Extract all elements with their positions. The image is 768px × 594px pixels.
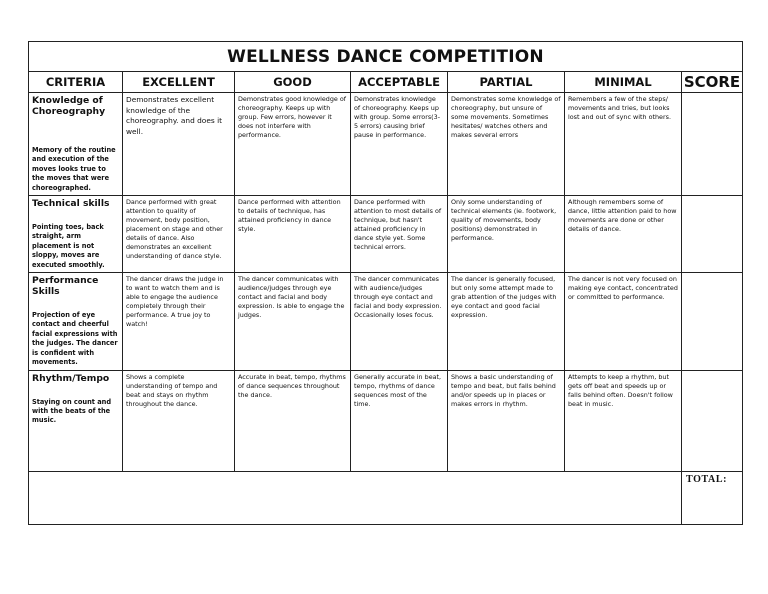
score-cell[interactable]	[682, 93, 743, 196]
rubric-table	[28, 41, 743, 525]
criterion-cell	[29, 370, 123, 471]
level-minimal: Attempts to keep a rhythm, but gets off beat and speeds up or falls behind often. Doesn't follow beat in music.	[565, 370, 682, 471]
criterion-title: Technical skills	[32, 198, 110, 210]
level-minimal: The dancer is not very focused on making eye contact, concentrated or committed to performance.	[565, 273, 682, 370]
level-partial: Shows a basic understanding of tempo and beat, but falls behind and/or speeds up in places or makes errors in rhythm.	[448, 370, 565, 471]
level-acceptable: The dancer communicates with audience/judges through eye contact and facial and body expression. Occasionally loses focus.	[351, 273, 448, 370]
header-acceptable: ACCEPTABLE	[351, 72, 448, 93]
score-cell[interactable]	[682, 370, 743, 471]
total-label[interactable]: TOTAL:	[682, 471, 743, 524]
level-good: Demonstrates good knowledge of choreography. Keeps up with group. Few errors, however it does not interfere with performance.	[235, 93, 351, 196]
criterion-cell	[29, 273, 123, 370]
table-row	[29, 273, 743, 370]
score-cell[interactable]	[682, 196, 743, 273]
header-excellent: EXCELLENT	[123, 72, 235, 93]
page-title: WELLNESS DANCE COMPETITION	[29, 42, 743, 72]
total-spacer	[29, 471, 682, 524]
criterion-description: Pointing toes, back straight, arm placement is not sloppy, moves are executed smoothly.	[32, 223, 105, 269]
criterion-description: Projection of eye contact and cheerful facial expressions with the judges. The dancer is confident with movements.	[32, 311, 118, 367]
criterion-description: Staying on count and with the beats of the music.	[32, 397, 112, 425]
total-row	[29, 471, 743, 524]
criterion-title: Performance Skills	[32, 275, 99, 298]
level-good: Accurate in beat, tempo, rhythms of dance sequences throughout the dance.	[235, 370, 351, 471]
criterion-cell	[29, 196, 123, 273]
table-row	[29, 196, 743, 273]
level-acceptable: Generally accurate in beat, tempo, rhythms of dance sequences most of the time.	[351, 370, 448, 471]
criterion-title: Knowledge of Choreography	[32, 95, 106, 117]
level-excellent: Shows a complete understanding of tempo and beat and stays on rhythm throughout the dance.	[123, 370, 235, 471]
header-minimal: MINIMAL	[565, 72, 682, 93]
level-excellent: Dance performed with great attention to quality of movement, body position, placement on stage and other details of dance. Also demonstrates an excellent understanding of dance style.	[123, 196, 235, 273]
level-minimal: Although remembers some of dance, little attention paid to how movements are done or other details of dance.	[565, 196, 682, 273]
table-row	[29, 93, 743, 196]
level-partial: The dancer is generally focused, but only some attempt made to grab attention of the judges with eye contact and good facial expression.	[448, 273, 565, 370]
level-good: The dancer communicates with audience/judges through eye contact and facial and body expression. Is able to engage the judges.	[235, 273, 351, 370]
header-row	[29, 72, 743, 93]
header-partial: PARTIAL	[448, 72, 565, 93]
criterion-title: Rhythm/Tempo	[32, 372, 110, 384]
table-row	[29, 370, 743, 471]
header-criteria: CRITERIA	[29, 72, 123, 93]
level-minimal: Remembers a few of the steps/ movements and tries, but looks lost and out of sync with others.	[565, 93, 682, 196]
level-excellent: The dancer draws the judge in to want to watch them and is able to engage the audience completely through their performance. A true joy to watch!	[123, 273, 235, 370]
score-cell[interactable]	[682, 273, 743, 370]
level-good: Dance performed with attention to details of technique, has attained proficiency in dance style.	[235, 196, 351, 273]
level-acceptable: Demonstrates knowledge of choreography. Keeps up with group. Some errors(3-5 errors) causing brief pause in performance.	[351, 93, 448, 196]
level-excellent: Demonstrates excellent knowledge of the choreography. and does it well.	[123, 93, 235, 196]
header-good: GOOD	[235, 72, 351, 93]
criterion-description: Memory of the routine and execution of the moves looks true to the moves that were choreographed.	[32, 146, 116, 192]
level-acceptable: Dance performed with attention to most details of technique, but hasn't attained proficiency in dance style yet. Some technical errors.	[351, 196, 448, 273]
level-partial: Only some understanding of technical elements (ie. footwork, quality of movements, body positions) demonstrated in performance.	[448, 196, 565, 273]
level-partial: Demonstrates some knowledge of choreography, but unsure of some movements. Sometimes hesitates/ watches others and makes several errors	[448, 93, 565, 196]
criterion-cell	[29, 93, 123, 196]
header-score: SCORE	[682, 72, 743, 93]
